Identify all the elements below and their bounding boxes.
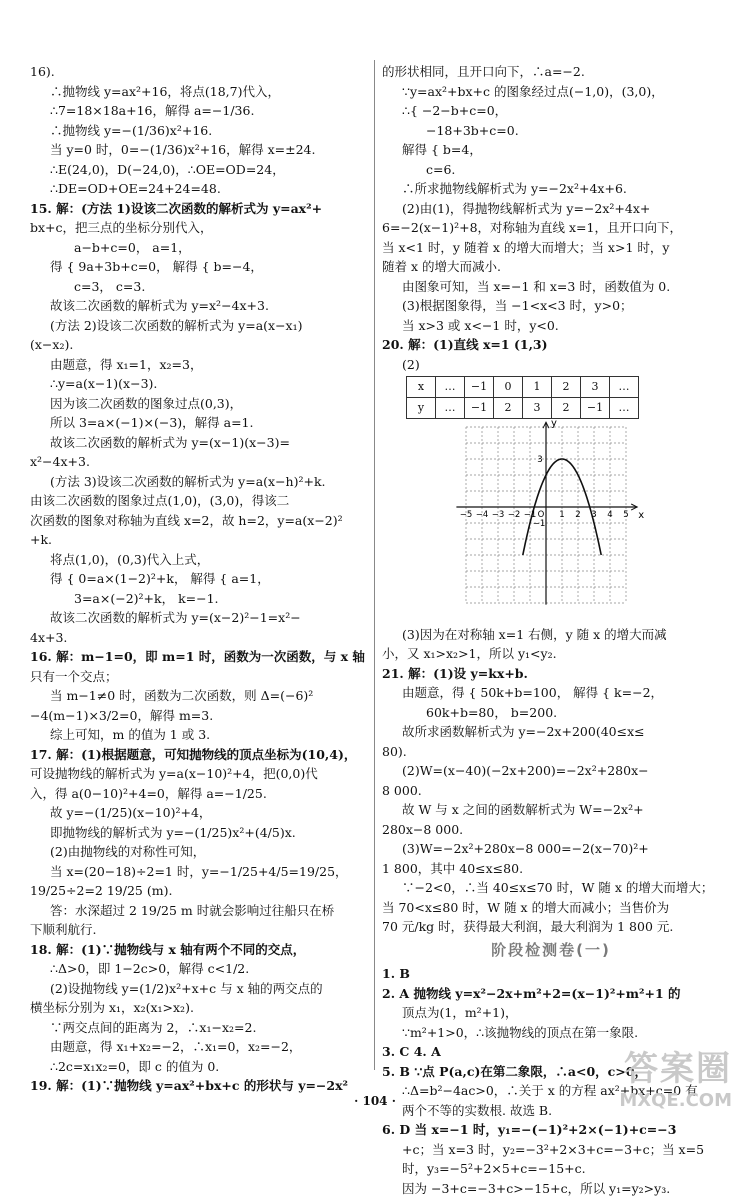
text-line: ∴2c=x₁x₂=0，即 c 的值为 0. [30,1057,368,1077]
table-cell: … [610,398,639,419]
text-line: 综上可知，m 的值为 1 或 3. [30,725,368,745]
text-line: 21. 解：(1)设 y=kx+b. [382,664,720,684]
text-line: (方法 3)设该二次函数的解析式为 y=a(x−h)²+k. [30,472,368,492]
text-line: +c；当 x=3 时，y₂=−3²+2×3+c=−3+c；当 x=5 [382,1140,720,1160]
text-line: (2)设抛物线 y=(1/2)x²+x+c 与 x 轴的两交点的 [30,979,368,999]
text-line: (3)因为在对称轴 x=1 右侧，y 随 x 的增大而减 [382,625,720,645]
text-line: 2. A 抛物线 y=x²−2x+m²+2=(x−1)²+m²+1 的 [382,984,720,1004]
x-tick-label: O [538,510,545,520]
text-line: 由题意，得 x₁+x₂=−2，∴x₁=0，x₂=−2， [30,1037,368,1057]
text-line: 所以 3=a×(−1)×(−3)，解得 a=1. [30,413,368,433]
table-cell: −1 [465,398,494,419]
parabola-graph [446,425,720,621]
table-cell: … [436,398,465,419]
x-tick-label: −4 [476,510,489,520]
text-line: ∴Δ>0，即 1−2c>0，解得 c<1/2. [30,959,368,979]
text-line: ∴Δ=b²−4ac>0，∴关于 x 的方程 ax²+bx+c=0 有 [382,1081,720,1101]
text-line: 故该二次函数的解析式为 y=(x−2)²−1=x²− [30,608,368,628]
watermark-url: MXQE.COM [619,1090,732,1111]
text-line: 时，y₃=−5²+2×5+c=−15+c. [382,1159,720,1179]
y-tick-label: 3 [537,455,542,465]
text-line: ∴抛物线 y=−(1/36)x²+16. [30,121,368,141]
x-tick-label: 3 [591,510,596,520]
text-line: −18+3b+c=0. [382,121,720,141]
x-tick-label: 2 [575,510,580,520]
column-divider [374,60,375,1070]
text-line: −4(m−1)×3/2=0，解得 m=3. [30,706,368,726]
table-row [407,398,639,419]
text-line: 1. B [382,964,720,984]
text-line: 可设抛物线的解析式为 y=a(x−10)²+4，把(0,0)代 [30,764,368,784]
text-line: 故该二次函数的解析式为 y=(x−1)(x−3)= [30,433,368,453]
text-line: 当 x>3 或 x<−1 时，y<0. [382,316,720,336]
x-tick-label: 1 [559,510,564,520]
text-line: 16. 解：m−1=0，即 m=1 时，函数为一次函数，与 x 轴 [30,647,368,667]
text-line: 由题意，得 { 50k+b=100， 解得 { k=−2， [382,683,720,703]
text-line: 60k+b=80， b=200. [382,703,720,723]
text-line: 当 x<1 时，y 随着 x 的增大而增大；当 x>1 时，y [382,238,720,258]
text-line: 故 y=−(1/25)(x−10)²+4， [30,803,368,823]
table-row [407,377,639,398]
graph-svg [446,425,656,615]
text-line: ∵−2<0，∴当 40≤x≤70 时，W 随 x 的增大而增大； [382,878,720,898]
x-tick-label: 4 [607,510,612,520]
table-cell: −1 [465,377,494,398]
table-cell: 3 [581,377,610,398]
text-line: ∴7=18×18a+16，解得 a=−1/36. [30,101,368,121]
x-tick-label: −1 [524,510,537,520]
text-line: (x−x₂). [30,335,368,355]
text-line: 的形状相同，且开口向下，∴a=−2. [382,62,720,82]
text-line: (3)根据图象得，当 −1<x<3 时，y>0； [382,296,720,316]
table-cell: 3 [523,398,552,419]
text-line: 小，又 x₁>x₂>1，所以 y₁<y₂. [382,644,720,664]
value-table [406,376,639,419]
text-line: 故所求函数解析式为 y=−2x+200(40≤x≤ [382,722,720,742]
text-line: 80). [382,742,720,762]
text-line: 6. D 当 x=−1 时，y₁=−(−1)²+2×(−1)+c=−3 [382,1120,720,1140]
text-line: ∴抛物线 y=ax²+16，将点(18,7)代入， [30,82,368,102]
text-line: (2)由(1)，得抛物线解析式为 y=−2x²+4x+ [382,199,720,219]
text-line: bx+c，把三点的坐标分别代入， [30,218,368,238]
text-line: 故该二次函数的解析式为 y=x²−4x+3. [30,296,368,316]
text-line: x²−4x+3. [30,452,368,472]
text-line: 3. C 4. A [382,1042,720,1062]
table-cell: 2 [552,377,581,398]
right-column [382,62,720,1198]
right-top-text [382,62,720,374]
text-line: 280x−8 000. [382,820,720,840]
text-line: 8 000. [382,781,720,801]
text-line: 3=a×(−2)²+k， k=−1. [30,589,368,609]
text-line: 故 W 与 x 之间的函数解析式为 W=−2x²+ [382,800,720,820]
text-line: (方法 2)设该二次函数的解析式为 y=a(x−x₁) [30,316,368,336]
text-line: c=3， c=3. [30,277,368,297]
text-line: 当 70<x≤80 时，W 随 x 的增大而减小；当售价为 [382,898,720,918]
text-line: 随着 x 的增大而减小. [382,257,720,277]
section-title: 阶段检测卷(一) [382,941,720,961]
text-line: 次函数的图象对称轴为直线 x=2，故 h=2，y=a(x−2)² [30,511,368,531]
x-tick-label: −5 [460,510,473,520]
text-line: 19. 解：(1)∵抛物线 y=ax²+bx+c 的形状与 y=−2x² [30,1076,368,1096]
table-cell: x [407,377,436,398]
text-line: 70 元/kg 时，获得最大利润，最大利润为 1 800 元. [382,917,720,937]
left-column [30,62,368,1096]
table-cell: 2 [494,398,523,419]
table-cell: 1 [523,377,552,398]
text-line: 解得 { b=4， [382,140,720,160]
text-line: (2)由抛物线的对称性可知， [30,842,368,862]
table-cell: −1 [581,398,610,419]
text-line: 16). [30,62,368,82]
text-line: 下顺利航行. [30,920,368,940]
text-line: 答：水深超过 2 19/25 m 时就会影响过往船只在桥 [30,901,368,921]
text-line: 将点(1,0)，(0,3)代入上式， [30,550,368,570]
text-line: 1 800，其中 40≤x≤80. [382,859,720,879]
text-line: 由题意，得 x₁=1，x₂=3， [30,355,368,375]
text-line: 由该二次函数的图象过点(1,0)，(3,0)，得该二 [30,491,368,511]
page-number: · 104 · [0,1094,750,1108]
text-line: c=6. [382,160,720,180]
x-tick-label: −3 [492,510,505,520]
text-line: 15. 解：(方法 1)设该二次函数的解析式为 y=ax²+ [30,199,368,219]
text-line: ∴y=a(x−1)(x−3). [30,374,368,394]
x-axis-label: x [638,510,644,521]
text-line: 18. 解：(1)∵抛物线与 x 轴有两个不同的交点， [30,940,368,960]
text-line: 当 m−1≠0 时，函数为二次函数，则 Δ=(−6)² [30,686,368,706]
text-line: a−b+c=0， a=1， [30,238,368,258]
text-line: ∴所求抛物线解析式为 y=−2x²+4x+6. [382,179,720,199]
text-line: 6=−2(x−1)²+8，对称轴为直线 x=1，且开口向下， [382,218,720,238]
text-line: ∴E(24,0)，D(−24,0)，∴OE=OD=24， [30,160,368,180]
watermark [619,1041,732,1111]
text-line: (2) [382,355,720,375]
text-line: +k. [30,530,368,550]
text-line: 因为该二次函数的图象过点(0,3)， [30,394,368,414]
text-line: 入，得 a(0−10)²+4=0，解得 a=−1/25. [30,784,368,804]
text-line: (3)W=−2x²+280x−8 000=−2(x−70)²+ [382,839,720,859]
text-line: 得 { 0=a×(1−2)²+k， 解得 { a=1， [30,569,368,589]
text-line: ∴{ −2−b+c=0， [382,101,720,121]
text-line: ∵y=ax²+bx+c 的图象经过点(−1,0)，(3,0)， [382,82,720,102]
text-line: 两个不等的实数根. 故选 B. [382,1101,720,1121]
x-tick-label: −2 [508,510,521,520]
text-line: 当 x=(20−18)÷2=1 时，y=−1/25+4/5=19/25， [30,862,368,882]
table-cell: 2 [552,398,581,419]
text-line: 得 { 9a+3b+c=0， 解得 { b=−4， [30,257,368,277]
y-axis-label: y [551,418,557,429]
text-line: 20. 解：(1)直线 x=1 (1,3) [382,335,720,355]
text-line: 只有一个交点； [30,667,368,687]
y-tick-label: −1 [533,519,546,529]
text-line: 由图象可知，当 x=−1 和 x=3 时，函数值为 0. [382,277,720,297]
text-line: ∵m²+1>0，∴该抛物线的顶点在第一象限. [382,1023,720,1043]
x-tick-label: 5 [623,510,628,520]
watermark-logo: 答案圈 [619,1041,732,1090]
text-line: 因为 −3+c=−3+c>−15+c，所以 y₁=y₂>y₃. [382,1179,720,1198]
table-cell: 0 [494,377,523,398]
text-line: ∴DE=OD+OE=24+24=48. [30,179,368,199]
text-line: 19/25÷2=2 19/25 (m). [30,881,368,901]
text-line: 4x+3. [30,628,368,648]
right-bottom-text [382,625,720,937]
text-line: 顶点为(1，m²+1)， [382,1003,720,1023]
text-line: 即抛物线的解析式为 y=−(1/25)x²+(4/5)x. [30,823,368,843]
table-cell: y [407,398,436,419]
text-line: (2)W=(x−40)(−2x+200)=−2x²+280x− [382,761,720,781]
text-line: 17. 解：(1)根据题意，可知抛物线的顶点坐标为(10,4)， [30,745,368,765]
text-line: ∵两交点间的距离为 2，∴x₁−x₂=2. [30,1018,368,1038]
text-line: 5. B ∵点 P(a,c)在第二象限，∴a<0，c>0， [382,1062,720,1082]
table-cell: … [436,377,465,398]
text-line: 横坐标分别为 x₁，x₂(x₁>x₂). [30,998,368,1018]
text-line: 当 y=0 时，0=−(1/36)x²+16，解得 x=±24. [30,140,368,160]
table-cell: … [610,377,639,398]
